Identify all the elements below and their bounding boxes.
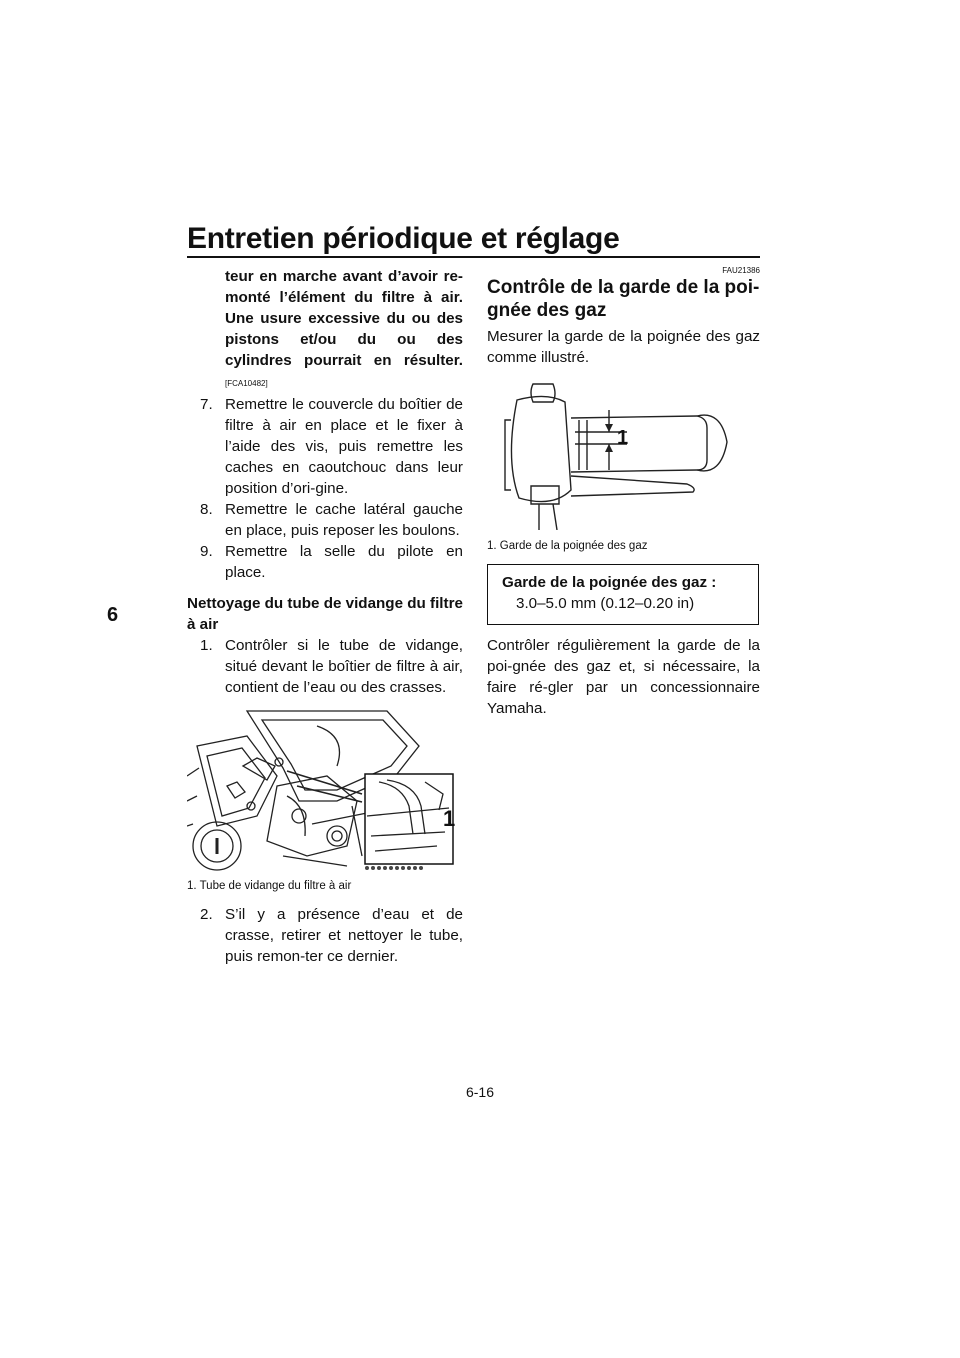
step-2: [187, 904, 463, 967]
spec-box: [487, 564, 759, 625]
warning-code: [FCA10482]: [225, 379, 268, 388]
step-1: [187, 635, 463, 698]
step-text: Contrôler si le tube de vidange, situé devant le boîtier de filtre à air, contient de l’eau ou des crasses.: [225, 637, 463, 696]
section-closing: Contrôler régulièrement la garde de la poi-gnée des gaz et, si nécessaire, la faire ré-gler par un concessionnaire Yamaha.: [487, 637, 760, 717]
left-column: [187, 266, 463, 967]
spec-label: Garde de la poignée des gaz :: [502, 574, 717, 591]
step-9: [187, 541, 463, 583]
section-code: FAU21386: [722, 266, 760, 275]
step-text: S’il y a présence d’eau et de crasse, retirer et nettoyer le tube, puis remon-ter ce dernier.: [225, 906, 463, 965]
step-text: Remettre le couvercle du boîtier de filtre à air en place et le fixer à l’aide des vis, puis remettre les caches en caoutchouc dans leur position d’ori-gine.: [225, 396, 463, 497]
figure-throttle-grip: [487, 380, 749, 530]
step-number: 8.: [200, 501, 213, 518]
step-text: Remettre le cache latéral gauche en place, puis reposer les boulons.: [225, 501, 463, 539]
page-title: Entretien périodique et réglage: [187, 222, 620, 255]
section-title: Contrôle de la garde de la poi-gnée des gaz: [487, 277, 760, 321]
right-column: [487, 266, 760, 719]
chapter-tab: 6: [107, 604, 119, 626]
section-intro: Mesurer la garde de la poignée des gaz comme illustré.: [487, 328, 760, 366]
figure-callout: 1: [443, 806, 455, 831]
step-number: 2.: [200, 906, 213, 923]
figure-callout: 1: [617, 427, 629, 449]
step-number: 7.: [200, 396, 213, 413]
spec-value: 3.0–5.0 mm (0.12–0.20 in): [516, 595, 695, 612]
page-number: 6-16: [465, 1084, 495, 1100]
step-text: Remettre la selle du pilote en place.: [225, 543, 463, 581]
step-number: 1.: [200, 637, 213, 654]
figure-caption: 1. Garde de la poignée des gaz: [487, 540, 648, 552]
subheading-drain-tube: Nettoyage du tube de vidange du filtre à air: [187, 595, 463, 633]
figure-caption: 1. Tube de vidange du filtre à air: [187, 880, 352, 892]
step-number: 9.: [200, 543, 213, 560]
step-8: [187, 499, 463, 541]
warning-text: teur en marche avant d’avoir re-monté l’élément du filtre à air. Une usure excessive du ou des pistons et/ou du ou des cylindres pourrait en résulter.: [225, 268, 463, 369]
step-7: [187, 394, 463, 499]
title-rule: [187, 256, 760, 258]
warning-continuation: [187, 266, 463, 394]
figure-drain-tube: [187, 706, 455, 874]
